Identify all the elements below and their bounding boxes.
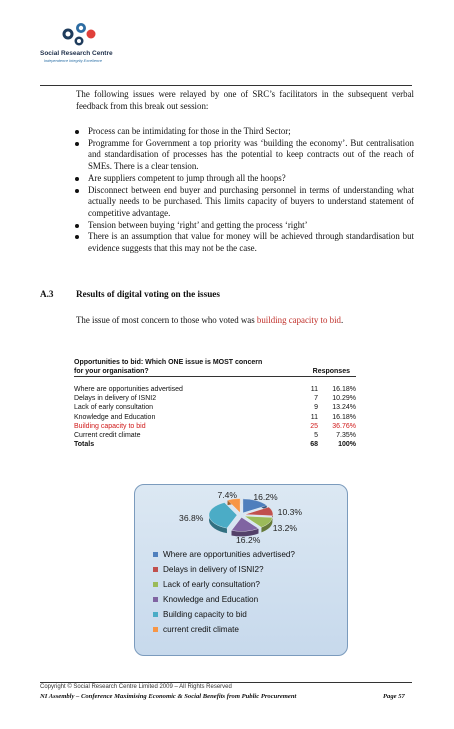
pie-data-label: 7.4% [217,489,238,500]
pie-data-label: 36.8% [179,513,204,524]
list-item: Are suppliers competent to jump through all the hoops? [76,173,414,185]
legend-item [153,607,295,622]
footer-rule [40,682,412,683]
table-totals-row: Totals 68 100% [74,441,356,449]
bullet-icon [75,235,79,239]
section-summary: The issue of most concern to those who voted was building capacity to bid. [76,315,344,325]
legend-label: Lack of early consultation? [163,580,260,589]
table-row: Delays in delivery of ISNI2 7 10.29% [74,395,356,403]
issues-list [76,126,414,255]
legend-label: Delays in delivery of ISNI2? [163,565,264,574]
bullet-icon [75,130,79,134]
copyright: Copyright © Social Research Centre Limited 2009 – All Rights Reserved [40,684,232,690]
bullet-icon [75,224,79,228]
table-row: Current credit climate 5 7.35% [74,431,356,439]
header-rule [40,85,412,86]
footer-title: NI Assembly – Conference Maximising Economic & Social Benefits from Public Procurement [40,693,297,700]
legend-swatch [153,627,158,632]
table-row-highlight: Building capacity to bid 25 36.76% [74,422,356,430]
highlight-text: building capacity to bid [256,315,341,325]
chart-legend [153,547,295,637]
list-item: Process can be intimidating for those in the Third Sector; [76,126,414,138]
table-title-line2: for your organisation? [74,368,149,375]
table-row: Knowledge and Education 11 16.18% [74,413,356,421]
intro-paragraph: The following issues were relayed by one of SRC’s facilitators in the subsequent verbal feedback from this break out session: [76,89,414,111]
pie-chart [134,484,348,656]
results-table [74,358,356,449]
legend-label: current credit climate [163,625,239,634]
section-number: A.3 [40,289,54,299]
bullet-icon [75,142,79,146]
pie-data-label: 13.2% [272,523,298,534]
responses-header: Responses [312,368,350,375]
list-item: Tension between buying ‘right’ and getting the process ‘right’ [76,220,414,232]
pie-data-label: 16.2% [253,491,278,502]
legend-swatch [153,567,158,572]
legend-label: Knowledge and Education [163,595,259,604]
legend-swatch [153,612,158,617]
list-item: There is an assumption that value for money will be achieved through standardisation but evidence suggests that this may not be the case. [76,231,414,254]
table-header [74,367,356,377]
section-title: Results of digital voting on the issues [76,289,220,299]
legend-item [153,592,295,607]
logo-mark-icon [60,18,100,48]
table-title-line1: Opportunities to bid: Which ONE issue is MOST concern [74,359,263,366]
table-row: Lack of early consultation 9 13.24% [74,404,356,412]
src-logo [40,18,120,78]
legend-label: Where are opportunities advertised? [163,550,295,559]
list-item: Disconnect between end buyer and purchasing personnel in terms of understanding what actually needs to be purchased. This limits capacity of buyers to understand statement of competitive advantage. [76,185,414,220]
bullet-icon [75,177,79,181]
pie-data-label: 16.2% [236,534,261,545]
pie-data-label: 10.3% [277,506,303,517]
logo-name: Social Research Centre [40,50,113,57]
list-item: Programme for Government a top priority was ‘building the economy’. But centralisation and standardisation of processes has the potential to keep contracts out of the reach of SMEs. There is a clear tension. [76,138,414,173]
legend-label: Building capacity to bid [163,610,247,619]
logo-tagline: Independence Integrity Excellence [44,59,103,63]
legend-item [153,547,295,562]
legend-swatch [153,582,158,587]
bullet-icon [75,189,79,193]
legend-item [153,562,295,577]
page-number: Page 57 [383,693,405,700]
legend-swatch [153,552,158,557]
legend-item [153,622,295,637]
table-row: Where are opportunities advertised 11 16.18% [74,386,356,393]
legend-swatch [153,597,158,602]
legend-item [153,577,295,592]
